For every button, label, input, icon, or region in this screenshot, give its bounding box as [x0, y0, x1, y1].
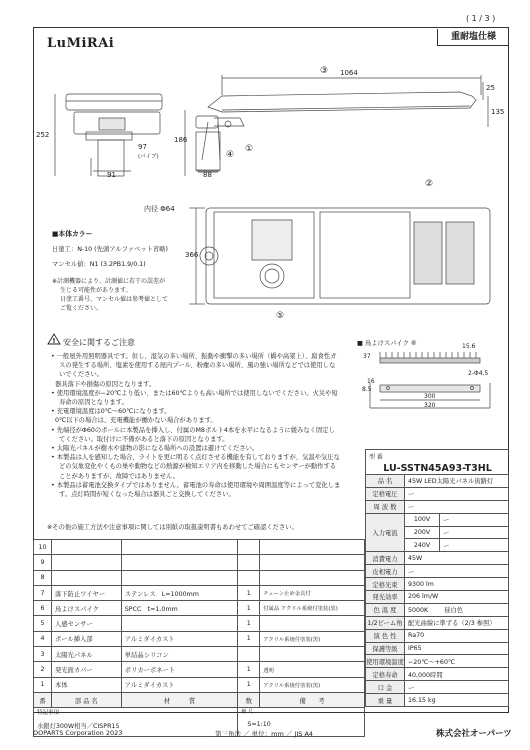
spike-dim-156: 15.6 — [462, 343, 476, 350]
spec-value-text: ー — [408, 504, 415, 512]
part-name — [51, 540, 121, 555]
part-qty: 1 — [238, 662, 260, 677]
part-number: 4 — [34, 631, 52, 646]
part-number: 3 — [34, 647, 52, 662]
spec-value — [405, 591, 509, 604]
spec-value-text: IP65 — [408, 645, 422, 653]
spec-key: 使用環境温度 — [366, 655, 405, 668]
safety-item: 器具落下や損傷の原因となります。 — [55, 380, 156, 388]
spec-value — [405, 487, 509, 500]
safety-item: 0℃以下の場合は、充電機能が働かない場合があります。 — [55, 417, 217, 425]
part-note — [260, 555, 365, 570]
body-color-box — [52, 228, 169, 313]
part-number: 1 — [34, 677, 52, 692]
body-color-line1: 日塗工：N-10 (先頭アルファベット省略) — [52, 246, 168, 253]
spike-hole: 2-Φ4.5 — [468, 370, 489, 377]
footer-center: 第三角法 ／ 単位：mm ／ JIS A4 — [215, 730, 314, 738]
safety-item: • 本製品は人を感知した場合、ライトを更に明るく点灯させる機能を有しておりますが、気温や気圧などの気象変化やくもの巣や動物などの熱源が検知エリア内を移動した場合にもセンサーが動作することがありますが、故障ではありません。 — [51, 454, 340, 480]
part-name — [51, 555, 121, 570]
part-qty — [238, 570, 260, 585]
spec-value: ー — [440, 539, 509, 552]
part-note: アクリル系焼付塗装(黒) — [260, 631, 365, 646]
part-number: 8 — [34, 570, 52, 585]
spec-key: 定格寿命 — [366, 668, 405, 681]
part-number: 9 — [34, 555, 52, 570]
safety-item: • 使用環境温度が−20℃より低い、または60℃よりも高い場所では使用しないでください。火災や短寿命の原因となります。 — [51, 389, 338, 407]
dim-97: 97 — [138, 143, 147, 151]
spec-value-text: ー — [408, 684, 415, 692]
spec-value — [405, 629, 509, 642]
svg-text:!: ! — [52, 337, 56, 345]
part-qty — [238, 647, 260, 662]
part-qty — [238, 555, 260, 570]
dim-91: 91 — [107, 171, 116, 179]
spec-value-text: 40,000時間 — [408, 671, 443, 679]
parts-header-material: 材 質 — [121, 692, 238, 707]
spec-value — [405, 475, 509, 488]
part-note — [260, 647, 365, 662]
part-number: 10 — [34, 540, 52, 555]
parts-header-no: 番 — [34, 692, 52, 707]
spec-key: 入力電流 — [366, 513, 405, 552]
spec-key: 品 名 — [366, 475, 405, 488]
spec-key: 発光効率 — [366, 591, 405, 604]
callout-4: ④ — [226, 150, 235, 160]
spec-key: 演 色 性 — [366, 629, 405, 642]
brand-logo: LuMiRAi — [47, 36, 115, 51]
part-qty: 1 — [238, 616, 260, 631]
part-material: SPCC t=1.0mm — [121, 601, 238, 616]
dim-depth: 366 — [185, 251, 199, 259]
safety-item: • 太陽光パネルが樹木や建物の影になる場所への設置は避けてください。 — [51, 445, 259, 453]
parts-row — [34, 662, 365, 677]
part-name: 発光面カバー — [51, 662, 121, 677]
dim-top-right: 25 — [486, 84, 495, 92]
parts-header-name: 部 品 名 — [51, 692, 121, 707]
parts-row — [34, 570, 365, 585]
spec-row — [366, 655, 509, 668]
dim-inner-dia: 内径 Φ64 — [144, 205, 175, 213]
parts-row — [34, 677, 365, 692]
spec-key: 保護等級 — [366, 642, 405, 655]
spec-value — [405, 655, 509, 668]
parts-header-row — [34, 692, 365, 707]
callout-5: ⑤ — [276, 311, 285, 321]
spec-value — [405, 603, 509, 616]
part-material — [121, 555, 238, 570]
spec-row — [366, 629, 509, 642]
part-material: ポリカーボネート — [121, 662, 238, 677]
spec-key: 消費電力 — [366, 552, 405, 565]
part-name: 人感センサー — [51, 616, 121, 631]
part-note — [260, 570, 365, 585]
parts-row — [34, 585, 365, 600]
part-note: 付属品 アクリル系焼付塗装(黒) — [260, 601, 365, 616]
parts-row — [34, 647, 365, 662]
footer-left: OOPARTS Corporation 2023 — [33, 729, 123, 737]
part-qty: 1 — [238, 631, 260, 646]
spike-dim-320: 320 — [424, 402, 436, 409]
spec-voltage: 240V — [405, 539, 440, 552]
spec-key: 口 金 — [366, 681, 405, 694]
body-color-note: ご覧ください。 — [60, 305, 103, 312]
parts-row — [34, 555, 365, 570]
spec-row — [366, 565, 509, 578]
body-color-note: 日塗工番号、マンセル値は参考値として — [60, 296, 169, 303]
safety-list — [51, 352, 341, 499]
spec-value-text: 16.15 kg — [408, 696, 436, 704]
spec-row — [366, 681, 509, 694]
parts-row — [34, 601, 365, 616]
callout-3: ③ — [320, 66, 329, 76]
part-number: 7 — [34, 585, 52, 600]
part-qty: 1 — [238, 585, 260, 600]
part-note: チェーン止め金具付 — [260, 585, 365, 600]
doc-type-label: 重耐塩仕様 — [437, 29, 509, 46]
spec-row — [366, 513, 509, 526]
spec-value — [405, 500, 509, 513]
spec-value: ー — [440, 526, 509, 539]
spec-value-text: 45W — [408, 554, 423, 562]
spec-row — [366, 616, 509, 629]
body-color-note: ※計測機器により、計測値に若干の誤差が — [52, 278, 166, 285]
special-label: 特記事項 — [37, 710, 60, 717]
spec-value-text: ー — [408, 568, 415, 576]
parts-row — [34, 631, 365, 646]
parts-table — [33, 539, 365, 737]
spec-value — [405, 616, 509, 629]
spec-row — [366, 668, 509, 681]
part-note — [260, 540, 365, 555]
dim-left-height: 252 — [36, 131, 50, 139]
part-material: アルミダイカスト — [121, 631, 238, 646]
parts-header-note: 備 考 — [260, 692, 365, 707]
body-color-note: 生じる可能性があります。 — [60, 287, 132, 294]
spec-table — [365, 474, 509, 707]
safety-title: 安全に関するご注意 — [63, 338, 135, 347]
safety-item: • 先端径がΦ60のポールに本製品を挿入し、付属のM8ボルト4本を水平になるように緩みなく固定してください。取付けに不備があると落下の原因となります。 — [51, 426, 335, 443]
spec-key: 皮相電力 — [366, 565, 405, 578]
spec-value — [405, 565, 509, 578]
spec-row — [366, 578, 509, 591]
spec-row — [366, 552, 509, 565]
spec-value — [405, 681, 509, 694]
spec-model-label: 型 番 — [369, 454, 383, 461]
spec-voltage: 100V — [405, 513, 440, 526]
part-name: ポール挿入部 — [51, 631, 121, 646]
spec-value — [405, 642, 509, 655]
spec-key: 定格光束 — [366, 578, 405, 591]
dim-88: 88 — [203, 171, 212, 179]
callout-2: ② — [425, 179, 434, 189]
spec-value-text: 5000K — [408, 607, 429, 615]
spec-value-text: ー — [408, 491, 415, 499]
spike-dim-37: 37 — [363, 353, 371, 360]
part-material: 単結晶シリコン — [121, 647, 238, 662]
parts-row — [34, 616, 365, 631]
spec-value-text: −20℃〜+60℃ — [408, 658, 456, 666]
spec-voltage: 200V — [405, 526, 440, 539]
scale-label: 縮 尺 — [241, 709, 253, 716]
spec-key: 色 温 度 — [366, 603, 405, 616]
spike-dim-85: 8.5 — [362, 386, 372, 393]
spec-key: 定格電圧 — [366, 487, 405, 500]
bird-spike-title: ■ 鳥よけスパイク ⑥ — [357, 340, 417, 347]
part-material — [121, 540, 238, 555]
spec-value-text: 45W LED太陽光パネル街路灯 — [408, 478, 494, 486]
spec-row — [366, 603, 509, 616]
footer-right: 株式会社オーパーツ — [436, 729, 512, 739]
dim-right-height: 135 — [491, 108, 505, 116]
spec-value — [405, 668, 509, 681]
spec-value-extra: 昼白色 — [444, 607, 464, 615]
spec-row — [366, 642, 509, 655]
spec-value — [405, 552, 509, 565]
spec-value — [405, 578, 509, 591]
part-name: 太陽光パネル — [51, 647, 121, 662]
part-number: 2 — [34, 662, 52, 677]
part-material — [121, 570, 238, 585]
part-name: 鳥よけスパイク — [51, 601, 121, 616]
part-name: 本体 — [51, 677, 121, 692]
dim-pipe: (パイプ) — [138, 154, 159, 160]
special-text: 水銀灯300W相当／CISPR15 — [37, 723, 120, 731]
spec-row — [366, 500, 509, 513]
dim-186: 186 — [174, 136, 188, 144]
part-qty: 1 — [238, 677, 260, 692]
spec-row — [366, 487, 509, 500]
part-qty: 1 — [238, 601, 260, 616]
spec-key: 1/2ビーム角 — [366, 616, 405, 629]
part-note: アクリル系焼付塗装(黒) — [260, 677, 365, 692]
spec-row — [366, 694, 509, 707]
parts-header-qty: 数 — [238, 692, 260, 707]
safety-item: • 充電環境温度は0℃〜60℃になります。 — [51, 408, 171, 416]
safety-item: • 本製品は蓄電池交換タイプではありません。蓄電池の寿命は使用環境や周囲温度等によって変化します。点灯時間が短くなった場合は器具ごと交換してください。 — [51, 481, 341, 499]
body-color-line2: マンセル値：N1 (3.2PB1.9/0.1) — [52, 261, 146, 268]
parts-row — [34, 540, 365, 555]
safety-footnote: ※その他の施工方法や注意事項に関しては別紙の取扱説明書もあわせてご確認ください。 — [47, 524, 298, 531]
callout-1: ① — [245, 144, 254, 154]
part-number: 5 — [34, 616, 52, 631]
spec-value — [405, 694, 509, 707]
part-material — [121, 616, 238, 631]
spec-key: 周 波 数 — [366, 500, 405, 513]
part-material: ステンレス L=1000mm — [121, 585, 238, 600]
safety-item: • 一般屋外用照明器具です。但し、湿気の多い場所、振動や衝撃の多い場所（橋や高架上）、腐食性ガスの発生する場所、塩素を使用する屋内プール、粉塵の多い場所、風の強い場所などでは使用しないでください。 — [51, 353, 337, 379]
spec-value: ー — [440, 513, 509, 526]
spec-value-text: 9300 lm — [408, 580, 434, 588]
part-name: 落下防止ワイヤー — [51, 585, 121, 600]
part-number: 6 — [34, 601, 52, 616]
part-note — [260, 616, 365, 631]
part-material: アルミダイカスト — [121, 677, 238, 692]
spike-dim-16: 16 — [367, 378, 375, 385]
part-note: 透明 — [260, 662, 365, 677]
part-name — [51, 570, 121, 585]
spec-value-text: Ra70 — [408, 632, 425, 640]
spec-value-text: 206 lm/W — [408, 593, 439, 601]
spec-row — [366, 591, 509, 604]
body-color-title: ■本体カラー — [52, 230, 93, 238]
spec-model-number: LU-SSTN45A93-T3HL — [383, 463, 492, 474]
spec-model-box — [365, 449, 509, 476]
scale-value: S=1:10 — [247, 721, 271, 729]
page-number: ( 1 / 3 ) — [466, 14, 496, 23]
dim-top-width: 1064 — [340, 69, 358, 77]
spike-dim-300: 300 — [424, 393, 436, 400]
spec-value-text: 配光曲線に準ずる（2/3 参照） — [408, 620, 496, 628]
spec-key: 重 量 — [366, 694, 405, 707]
part-qty — [238, 540, 260, 555]
spec-row — [366, 475, 509, 488]
